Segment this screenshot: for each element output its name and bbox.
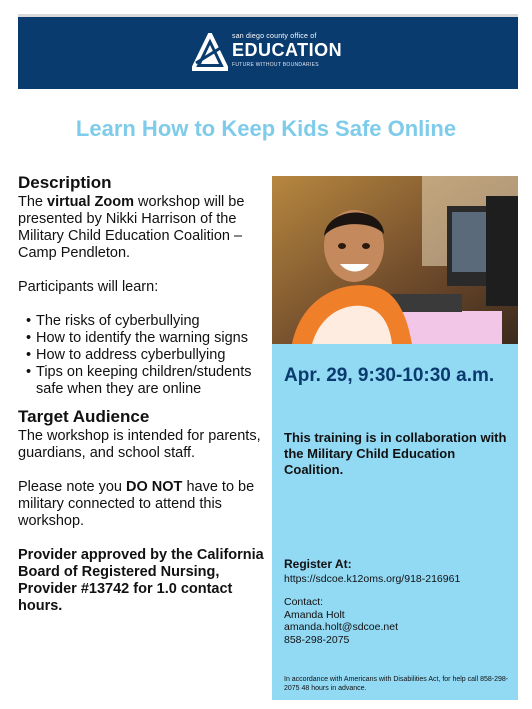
classroom-photo (272, 176, 518, 344)
description-intro (18, 194, 268, 262)
register-label: Register At: (284, 557, 352, 571)
provider-text: Provider approved by the California Board of Registered Nursing, Provider #13742 for 1.0 contact hours. (18, 547, 264, 614)
note-post: have to be military connected to attend this workshop. (18, 479, 255, 529)
ada-notice: In accordance with Americans with Disabilities Act, for help call 858-298-2075 48 hours in advance. (284, 676, 509, 692)
intro-bold: virtual Zoom (47, 194, 135, 210)
page-title: Learn How to Keep Kids Safe Online (75, 116, 457, 141)
left-column (18, 172, 268, 615)
sdcoe-logo (192, 33, 362, 73)
collab-text: This training is in collaboration with the Military Child Education Coalition. (284, 430, 507, 477)
event-sidebar (272, 176, 518, 700)
logo-tagline: FUTURE WITHOUT BOUNDARIES (232, 62, 319, 68)
contact-label: Contact: (284, 596, 324, 608)
contact-name: Amanda Holt (284, 608, 345, 621)
header-banner (18, 14, 518, 89)
child-at-computer-image (272, 176, 518, 344)
logo-top-text: san diego county office of (232, 33, 317, 40)
list-item: • How to identify the warning signs (18, 330, 268, 347)
description-heading: Description (18, 173, 112, 192)
audience-heading: Target Audience (18, 407, 150, 426)
note-bold: DO NOT (126, 479, 183, 495)
logo-main-text: EDUCATION (232, 40, 343, 60)
intro-pre: The (18, 194, 48, 210)
header-top-bar (18, 14, 518, 17)
contact-phone: 858-298-2075 (284, 633, 350, 646)
learn-list (18, 313, 268, 398)
audience-note (18, 479, 268, 530)
register-link[interactable]: https://sdcoe.k12oms.org/918-216961 (284, 573, 461, 585)
list-item: • The risks of cyberbullying (18, 313, 268, 330)
note-pre: Please note you (18, 479, 127, 495)
learn-label: Participants will learn: (18, 279, 159, 295)
contact-email[interactable]: amanda.holt@sdcoe.net (284, 621, 398, 633)
list-item: • How to address cyberbullying (18, 347, 268, 364)
triangle-logo-icon (192, 33, 228, 71)
intro-post: workshop will be presented by Nikki Harrison of the Military Child Education Coalition – Camp Pendleton. (18, 194, 245, 261)
event-date: Apr. 29, 9:30-10:30 a.m. (284, 365, 495, 386)
list-item: • Tips on keeping children/students safe when they are online (18, 364, 268, 398)
contact-block (284, 596, 398, 646)
audience-text: The workshop is intended for parents, guardians, and school staff. (18, 428, 261, 461)
